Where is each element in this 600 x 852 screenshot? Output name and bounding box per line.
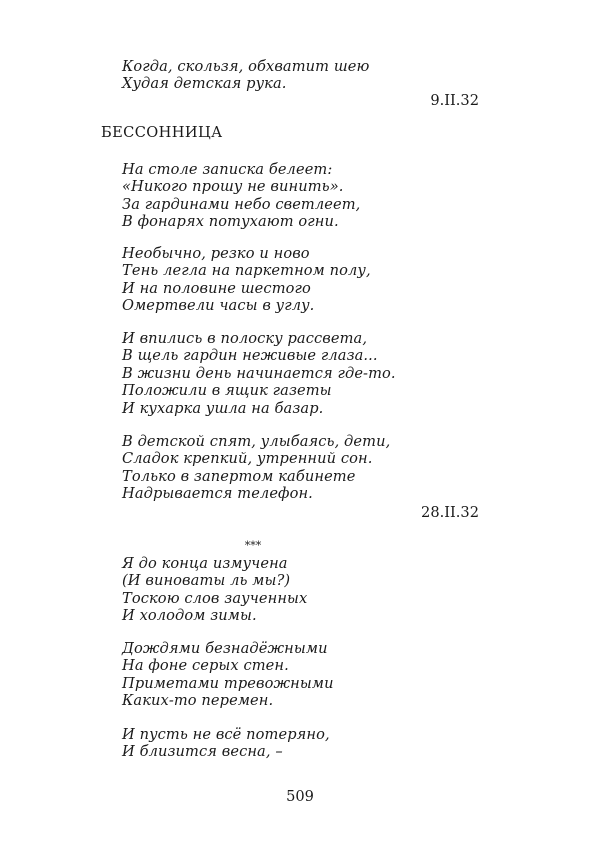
poem2-stanza-3 [122,330,396,417]
verse-line: Омертвели часы в углу. [122,297,315,315]
poem-title: БЕССОННИЦА [101,124,223,141]
verse-line: Я до конца измучена [122,555,288,572]
verse-line: Каких-то перемен. [122,692,274,710]
verse-line: Тень легла на паркетном полу, [122,262,371,280]
poem2-stanza-1 [122,161,360,231]
verse-line: Надрывается телефон. [122,485,313,503]
verse-line: Дождями безнадёжными [122,640,328,657]
verse-line: Необычно, резко и ново [122,245,310,262]
page-number: 509 [286,788,314,805]
poem2-date: 28.II.32 [421,504,479,521]
verse-line: «Никого прошу не винить». [122,178,344,196]
poem3-stanza-3 [122,726,330,761]
verse-line: И кухарка ушла на базар. [122,399,324,417]
poem2-stanza-4 [122,433,390,503]
verse-line: И на половине шестого [122,279,311,297]
verse-line: В детской спят, улыбаясь, дети, [122,433,391,450]
poem3-stanza-2 [122,640,334,710]
verse-line: За гардинами небо светлеет, [122,195,361,213]
verse-line: И пусть не всё потеряно, [122,726,330,743]
verse-line: Худая детская рука. [122,75,287,93]
verse-line: На фоне серых стен. [122,657,289,675]
verse-line: На столе записка белеет: [122,161,333,178]
verse-line: Сладок крепкий, утренний сон. [122,450,373,468]
verse-line: И холодом зимы. [122,607,257,625]
verse-line: Тоскою слов заученных [122,589,308,607]
verse-line: Только в запертом кабинете [122,467,356,485]
verse-line: И близится весна, – [122,743,283,761]
verse-line: В жизни день начинается где-то. [122,364,396,382]
verse-line: Положили в ящик газеты [122,382,332,400]
verse-line: Приметами тревожными [122,674,334,692]
poem3-stanza-1 [122,555,307,625]
poem1-ending-stanza [122,58,369,93]
verse-line: Когда, скользя, обхватит шею [122,58,370,75]
poem-separator: *** [244,539,262,552]
verse-line: В щель гардин неживые глаза... [122,347,378,365]
verse-line: В фонарях потухают огни. [122,213,339,231]
poem2-stanza-2 [122,245,371,315]
poem1-date: 9.II.32 [430,92,479,109]
verse-line: И впились в полоску рассвета, [122,330,368,347]
verse-line: (И виноваты ль мы?) [122,572,291,590]
